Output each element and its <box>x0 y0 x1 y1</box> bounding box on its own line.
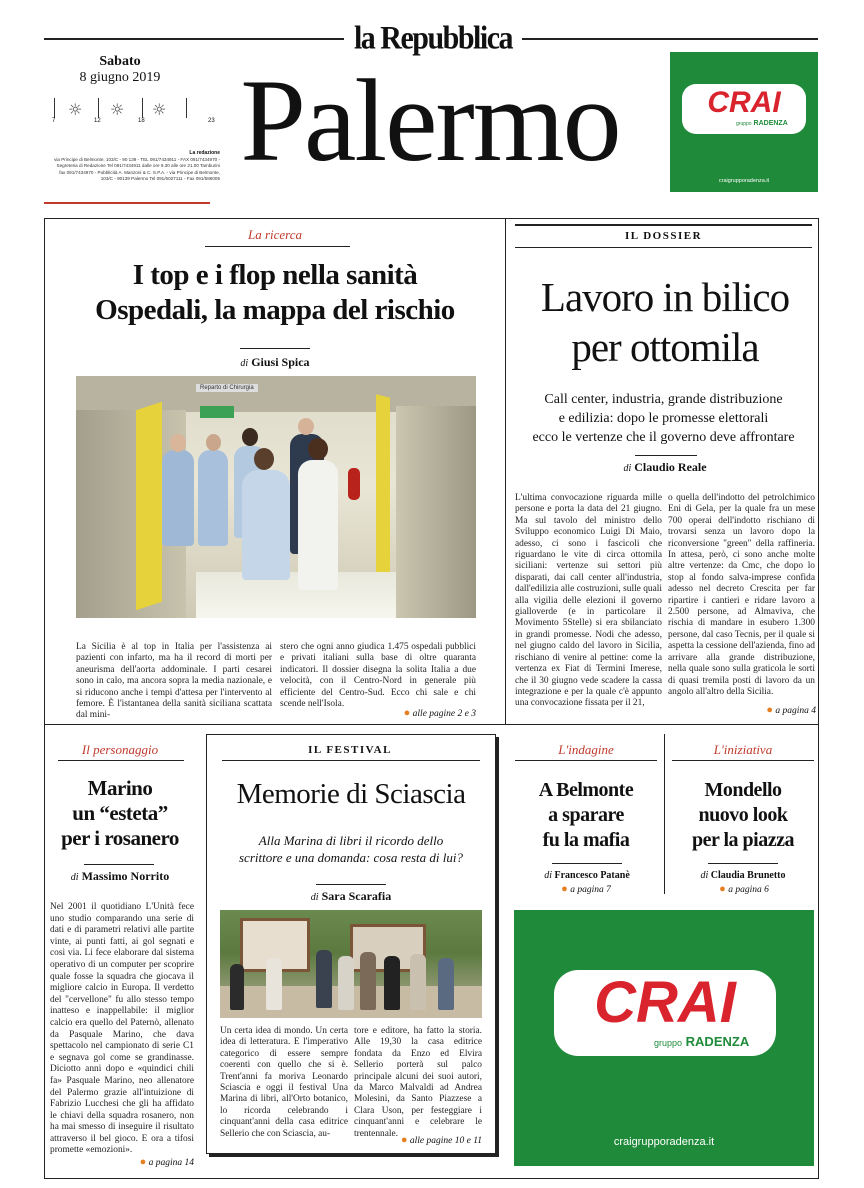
festival-pageref[interactable]: ● alle pagine 10 e 11 <box>400 1134 482 1146</box>
dossier-kicker-rule <box>515 247 812 248</box>
byline-rule <box>84 864 154 865</box>
kicker-rule <box>205 246 350 247</box>
edition-title: Palermo <box>240 55 620 186</box>
bullet-icon: ● <box>719 883 726 895</box>
sun-icon: ☼ <box>68 100 83 119</box>
column-divider <box>664 734 665 894</box>
festival-photo[interactable] <box>220 910 482 1018</box>
sanita-byline: di Giusi Spica <box>240 355 310 369</box>
dossier-headline[interactable]: Lavoro in bilico per ottomila <box>540 274 790 370</box>
sanita-col2: stero che ogni anno giudica 1.475 ospedali pubblici e privati italiani sulla base di oltre quaranta indicatori. Il dossier disegna la solita Italia a due velocità, con il Centro-Nord in generale più efficiente del Centro-Sud. Ecco chi sale e chi scende nell'Isola. <box>280 642 476 710</box>
dossier-col2: o quella dell'indotto del petrolchimico Eni di Gela, per la quale fra un mese 700 operai dell'indotto rischiano di trovarsi senza un lavoro dopo la riconversione "green" della raffineria. In attesa, però, ci sono anche molte altre vertenze: da Cmc, che dopo lo stop al fondo salva-imprese confida adesso nel decreto Crescita per far ripartire i cantieri e ridare lavoro a 2.500 persone, ad Almaviva, che rischia di mandare in esubero 1.300 persone, dal caso Tecnis, per il quale si aspetta la cessione dell'azienda, fino ad arrivare alla grande distribuzione, nella quale sono sulla graticola le sorti di quasi tremila posti di lavoro da un angolo all'altro della Sicilia. <box>668 493 815 697</box>
bullet-icon: ● <box>400 1134 408 1146</box>
kicker-rule <box>672 760 814 761</box>
bullet-icon: ● <box>766 704 773 716</box>
weather-strip <box>52 96 220 126</box>
festival-byline: di Sara Scarafia <box>310 889 392 903</box>
iniziativa-pageref[interactable]: ● a pagina 6 <box>719 883 769 895</box>
dossier-pageref[interactable]: ● a pagina 4 <box>766 704 816 716</box>
festival-kicker-rule <box>222 760 480 761</box>
section-divider <box>44 724 818 725</box>
dossier-sub: Call center, industria, grande distribuzione e edilizia: dopo le promesse elettorali ecco le vertenze che il governo deve affrontare <box>532 392 795 445</box>
festival-col1: Un certa idea di mondo. Un certa idea di letteratura. E l'imperativo categorico di essere sempre coerenti con quello che si è. Trent'anni fa moriva Leonardo Sciascia e oggi il festival Una Marina di libri, all'Orto botanico, lo ricorda celebrando i cinquant'anni della casa editrice Sellerio che con Sciascia, au- <box>220 1026 348 1139</box>
crai-ad-bottom[interactable] <box>514 910 814 1166</box>
personaggio-headline[interactable]: Marino un “esteta” per i rosanero <box>61 776 179 850</box>
masthead-rule-right <box>522 38 818 40</box>
iniziativa-headline[interactable]: Mondello nuovo look per la piazza <box>691 779 794 851</box>
indagine-kicker: L'indagine <box>558 742 614 757</box>
sanita-kicker: La ricerca <box>247 227 303 242</box>
sanita-pageref[interactable]: ● alle pagine 2 e 3 <box>403 707 476 719</box>
crai-logo-text: CRAI <box>707 86 781 119</box>
redazione-title: La redazione <box>189 150 220 156</box>
redazione-text: via Principe di Belmonte, 103/C - 90 139 - TEL 091/7434911 - FAX 091/7434970 - Segreteria di Redazione Tel 091/7434911 dalle ore 9.30 alle ore 21.00 Tamburini fax 091/7434970 - Pubblicità A. Manzoni & C. S.P.A. - via Principe di Belmonte, 103/C - 90139 Palermo Tel 091/6027111 - Fax 091/586005 <box>54 157 220 182</box>
crai-ad-top[interactable] <box>670 52 818 192</box>
photo-sign: Reparto di Chirurgia <box>196 384 258 392</box>
personaggio-pageref[interactable]: ● a pagina 14 <box>139 1156 194 1168</box>
crai-url[interactable]: craigrupporadenza.it <box>613 1136 715 1148</box>
page-frame-left <box>44 218 45 1178</box>
crai-url[interactable]: craigrupporadenza.it <box>718 178 770 184</box>
dossier-kicker: IL DOSSIER <box>624 230 703 242</box>
sun-icon: ☼ <box>152 100 167 119</box>
temp-label: 12 <box>94 118 101 124</box>
indagine-pageref[interactable]: ● a pagina 7 <box>561 883 611 895</box>
date-day: Sabato <box>99 54 141 69</box>
personaggio-kicker: Il personaggio <box>81 742 159 757</box>
iniziativa-kicker: L'iniziativa <box>713 742 773 757</box>
byline-rule <box>240 348 310 349</box>
festival-headline[interactable]: Memorie di Sciascia <box>236 778 466 810</box>
crai-group: gruppo RADENZA <box>736 120 788 127</box>
temp-label: 23 <box>208 118 215 124</box>
hospital-photo[interactable] <box>76 376 476 618</box>
crai-logo-text: CRAI <box>594 970 736 1035</box>
kicker-rule <box>515 760 657 761</box>
crai-logo <box>554 970 776 1056</box>
brand-logo: la Repubblica <box>353 20 513 57</box>
personaggio-byline: di Massimo Norrito <box>70 869 170 883</box>
byline-rule <box>635 455 697 456</box>
page-frame-top <box>44 218 818 219</box>
date-full: 8 giugno 2019 <box>79 70 161 85</box>
bullet-icon: ● <box>139 1156 147 1168</box>
masthead-bottom-rule <box>44 202 210 204</box>
bullet-icon: ● <box>403 707 411 719</box>
personaggio-text: Nel 2001 il quotidiano L'Unità fece uno studio comparando una serie di dati e di parametri relativi alle partite vinte, ai punti fatti, ai gol segnati e così via. Li fece elaborare dal sistema operativo di un computer per scoprire quale fosse la squadra che giocava il migliore calcio in Europa. Il verdetto del "cervellone" fu allo stesso tempo inatteso e inappellabile: il miglior calcio era quello del Paternò, allenato da Pasquale Marino, che dava spettacolo nel campionato di serie C1 e segnava gol come se grandinasse. Diciotto anni dopo e «quindici chili fa» Pasquale Marino, neo allenatore del Palermo grazie all'intuizione di Fabrizio Lucchesi che gli ha affidato le chiavi della squadra rosanero, non ha mai smesso di inseguire il risultato attraverso il bel gioco. E ora a tifosi promette «emozioni». <box>50 902 194 1156</box>
festival-kicker: IL FESTIVAL <box>308 744 392 756</box>
sanita-headline[interactable]: I top e i flop nella sanità Ospedali, la mappa del rischio <box>95 259 455 326</box>
column-divider <box>505 218 506 724</box>
byline-rule <box>708 863 778 864</box>
bullet-icon: ● <box>561 883 568 895</box>
byline-rule <box>552 863 622 864</box>
crai-group: gruppo RADENZA <box>654 1034 750 1049</box>
dossier-col1: L'ultima convocazione riguarda mille persone e porta la data del 21 giugno. Ma sul tavolo del ministro dello Sviluppo economico Luigi Di Maio, adesso, ci sono i fascicoli che riguardano le vite di circa ottomila siciliani: vertenze sui settori più disparati, dai call center all'industria, dall'edilizia alle costruzioni, sulle quali alla vigilia delle elezioni il governo gialloverde (e in particolare il Movimento 5Stelle) si era sbilanciato in grandi promesse. Nodi che adesso, nel giugno caldo del lavoro in Sicilia, rischiano di venire al pettine: come la vertenza ex Fiat di Termini Imerese, che il 30 giugno vede scadere la cassa integrazione e per la quale c'è appunto una convocazione fissata per il 21, <box>515 493 662 709</box>
crai-logo <box>682 84 806 134</box>
iniziativa-byline: di Claudia Brunetto <box>700 870 786 881</box>
page-frame-bottom <box>44 1178 819 1179</box>
kicker-rule <box>58 760 184 761</box>
temp-label: 7 <box>52 118 56 124</box>
dossier-byline: di Claudio Reale <box>623 460 707 474</box>
temp-label: 18 <box>138 118 145 124</box>
sun-icon: ☼ <box>110 100 125 119</box>
indagine-byline: di Francesco Patanè <box>544 870 630 881</box>
dossier-top-rule <box>515 224 812 226</box>
festival-sub: Alla Marina di libri il ricordo dello scrittore e una domanda: cosa resta di lui? <box>239 833 463 865</box>
sanita-col1: La Sicilia è al top in Italia per l'assistenza ai pazienti con infarto, ma ha il record di morti per aneurisma dell'aorta addominale. I parti cesarei sono in calo, ma ancora sopra la media nazionale, e si riducono anche i tempi d'attesa per l'intervento al femore. È l'istantanea della sanità siciliana scattata dal mini- <box>76 642 272 721</box>
byline-rule <box>316 884 386 885</box>
masthead-rule-left <box>44 38 344 40</box>
indagine-headline[interactable]: A Belmonte a sparare fu la mafia <box>538 779 634 851</box>
festival-col2: tore e editore, ha fatto la storia. Alle 19,30 la casa editrice fondata da Enzo ed Elvira Sellerio porterà sul palco principale alcuni dei suoi autori, da Marco Malvaldi ad Andrea Molesini, da Santo Piazzese a Clara Uson, per festeggiare i cinquant'anni e celebrare le trentennale. <box>354 1026 482 1139</box>
